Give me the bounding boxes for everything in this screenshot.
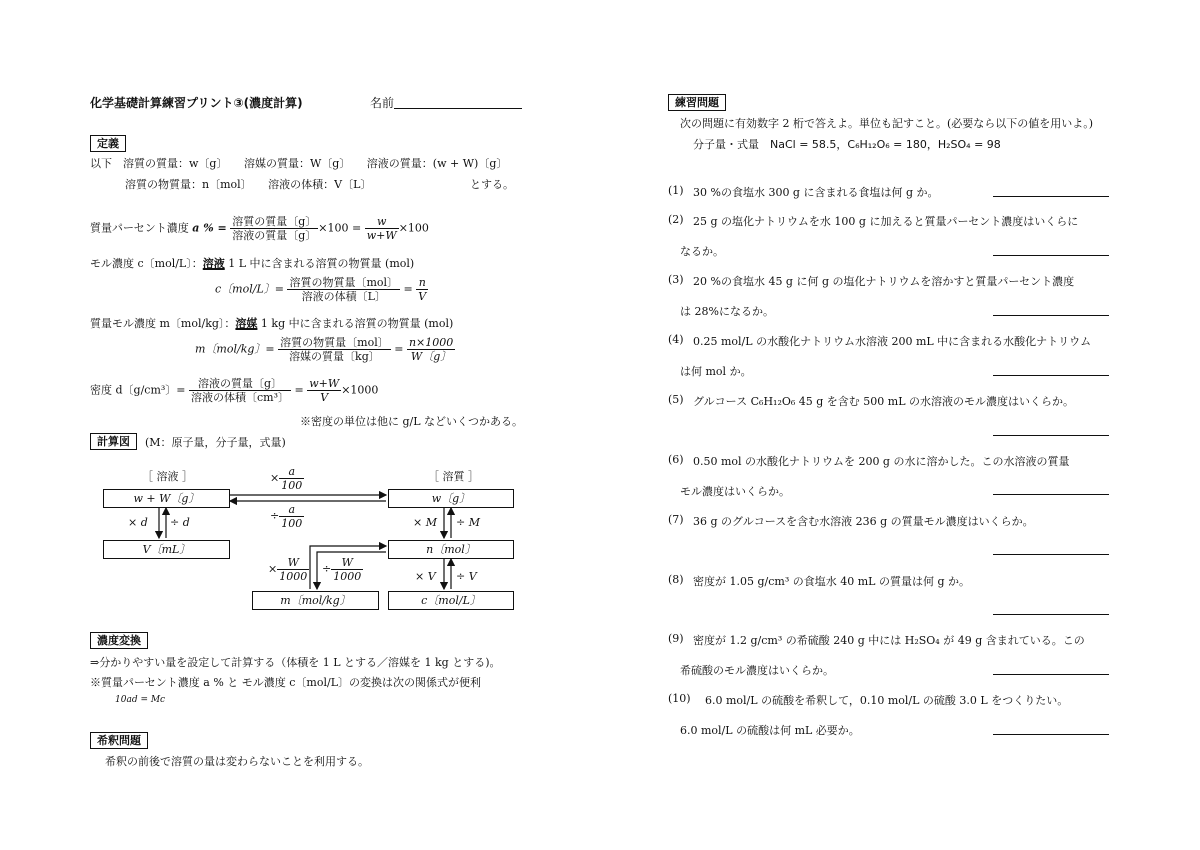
molarity-formula: c〔mol/L〕= $\frac{\text{溶質の物質量〔mol〕}}{\text{溶液の体積〔L〕}}$ = $\frac{n}{V}$: [215, 276, 427, 303]
definitions-line-2-suffix: とする。: [470, 178, 514, 191]
conversion-line-2: ※質量パーセント濃度 a % と モル濃度 c〔mol/L〕の変換は次の関係式が便利: [90, 676, 482, 689]
question-number: (5): [668, 393, 684, 406]
answer-line[interactable]: [993, 315, 1109, 316]
mass-percent-label: 質量パーセント濃度: [90, 221, 189, 235]
question-number: (8): [668, 573, 684, 586]
mass-percent-var: a % =: [192, 221, 227, 235]
diagram-tag: 計算図: [90, 433, 137, 450]
molality-definition: 質量モル濃度 m〔mol/kg〕：溶媒 1 kg 中に含まれる溶質の物質量 (mol): [90, 317, 454, 330]
question-text-line-1: 0.25 mol/L の水酸化ナトリウム水溶液 200 mL 中に含まれる水酸化ナトリウム: [693, 335, 1092, 348]
question-number: (9): [668, 632, 684, 645]
mass-percent-formula: 質量パーセント濃度 a % = $\frac{\text{溶質の質量〔g〕}}{\text{溶液の質量〔g〕}}$ ×100 = $\frac{w}{w+W}$ ×100: [90, 215, 429, 242]
question-text-line-1: 20 %の食塩水 45 g に何 g の塩化ナトリウムを溶かすと質量パーセント濃度: [693, 275, 1075, 288]
question-text-line-2: 6.0 mol/L の硫酸は何 mL 必要か。: [680, 724, 860, 737]
answer-line[interactable]: [993, 375, 1109, 376]
label-div-V: ÷ V: [456, 570, 477, 583]
label-div-M: ÷ M: [456, 516, 480, 529]
molality-formula: m〔mol/kg〕= $\frac{\text{溶質の物質量〔mol〕}}{\text{溶媒の質量〔kg〕}}$ = $\frac{n\times 1000}{W〔g〕}$: [195, 336, 454, 363]
page-title: 化学基礎計算練習プリント③(濃度計算): [90, 96, 303, 110]
box-solute-moles: n〔mol〕: [388, 540, 514, 559]
label-div-a-100: ÷ $\frac{a}{100}$: [270, 503, 303, 530]
question-number: (3): [668, 273, 684, 286]
question-text-line-2: は 28%になるか。: [680, 305, 774, 318]
label-times-a-100: × $\frac{a}{100}$: [270, 465, 303, 492]
question-text-line-1: グルコース C₆H₁₂O₆ 45 g を含む 500 mL の水溶液のモル濃度はいくらか。: [693, 395, 1075, 408]
label-times-M: × M: [413, 516, 437, 529]
conversion-formula: 10ad = Mc: [115, 695, 166, 705]
molarity-definition: モル濃度 c〔mol/L〕：溶液 1 L 中に含まれる溶質の物質量 (mol): [90, 257, 415, 270]
label-div-W-1000: ÷ $\frac{W}{1000}$: [322, 556, 362, 583]
box-molarity: c〔mol/L〕: [388, 591, 514, 610]
solution-label: ［ 溶液 ］: [142, 470, 193, 483]
box-solution-volume: V〔mL〕: [103, 540, 230, 559]
question-text-line-2: なるか。: [680, 245, 724, 258]
practice-instruction: 次の問題に有効数字 2 桁で答えよ。単位も記すこと。(必要なら以下の値を用いよ。): [680, 117, 1094, 130]
label-times-d: × d: [128, 516, 148, 529]
question-text-line-2: モル濃度はいくらか。: [680, 485, 790, 498]
question-number: (10): [668, 692, 691, 705]
question-text-line-2: は何 mol か。: [680, 365, 752, 378]
box-molality: m〔mol/kg〕: [252, 591, 379, 610]
answer-line[interactable]: [993, 494, 1109, 495]
molarity-bold-word: 溶液: [202, 257, 225, 270]
question-number: (7): [668, 513, 684, 526]
answer-line[interactable]: [993, 196, 1109, 197]
answer-line[interactable]: [993, 435, 1109, 436]
formula-weights: 分子量・式量 NaCl = 58.5，C₆H₁₂O₆ = 180，H₂SO₄ = 98: [693, 138, 1001, 151]
name-label: 名前: [370, 96, 395, 110]
label-div-d: ÷ d: [170, 516, 190, 529]
answer-line[interactable]: [993, 554, 1109, 555]
question-number: (4): [668, 333, 684, 346]
answer-line[interactable]: [993, 674, 1109, 675]
question-text-line-1: 0.50 mol の水酸化ナトリウムを 200 g の水に溶かした。この水溶液の質量: [693, 455, 1070, 468]
density-formula: 密度 d〔g/cm³〕= $\frac{\text{溶液の質量〔g〕}}{\text{溶液の体積〔cm³〕}}$ = $\frac{w+W}{V}$ ×1000: [90, 377, 379, 404]
answer-line[interactable]: [993, 255, 1109, 256]
question-text-line-1: 6.0 mol/L の硫酸を希釈して，0.10 mol/L の硫酸 3.0 L をつくりたい。: [705, 694, 1069, 707]
label-times-W-1000: × $\frac{W}{1000}$: [268, 556, 308, 583]
solute-label: ［ 溶質 ］: [428, 470, 479, 483]
dilution-tag: 希釈問題: [90, 732, 148, 749]
conversion-line-1: ⇒分かりやすい量を設定して計算する（体積を 1 L とする／溶媒を 1 kg とする)。: [90, 656, 501, 669]
box-solution-mass: w + W〔g〕: [103, 489, 230, 508]
question-text-line-1: 36 g のグルコースを含む水溶液 236 g の質量モル濃度はいくらか。: [693, 515, 1034, 528]
diagram-note: (M：原子量，分子量，式量): [145, 436, 286, 449]
practice-tag: 練習問題: [668, 94, 726, 111]
label-times-V: × V: [415, 570, 436, 583]
question-number: (1): [668, 184, 684, 197]
definitions-line-1: 以下 溶質の質量：w〔g〕 溶媒の質量：W〔g〕 溶液の質量：(w + W)〔g〕: [90, 157, 508, 170]
question-number: (2): [668, 213, 684, 226]
answer-line[interactable]: [993, 614, 1109, 615]
density-note: ※密度の単位は他に g/L などいくつかある。: [300, 415, 524, 428]
dilution-line-1: 希釈の前後で溶質の量は変わらないことを利用する。: [105, 755, 369, 768]
question-text-line-1: 30 %の食塩水 300 g に含まれる食塩は何 g か。: [693, 186, 939, 199]
question-number: (6): [668, 453, 684, 466]
question-text-line-2: 希硫酸のモル濃度はいくらか。: [680, 664, 834, 677]
molality-bold-word: 溶媒: [235, 317, 258, 330]
mass-percent-fraction-2: $\frac{w}{w+W}$: [366, 215, 397, 242]
question-text-line-1: 密度が 1.2 g/cm³ の希硫酸 240 g 中には H₂SO₄ が 49 g 含まれている。この: [693, 634, 1085, 647]
conversion-tag: 濃度変換: [90, 632, 148, 649]
answer-line[interactable]: [993, 734, 1109, 735]
definitions-line-2: 溶質の物質量：n〔mol〕 溶液の体積：V〔L〕: [125, 178, 372, 191]
question-text-line-1: 密度が 1.05 g/cm³ の食塩水 40 mL の質量は何 g か。: [693, 575, 970, 588]
question-text-line-1: 25 g の塩化ナトリウムを水 100 g に加えると質量パーセント濃度はいくらに: [693, 215, 1079, 228]
box-solute-mass: w〔g〕: [388, 489, 514, 508]
definitions-tag: 定義: [90, 135, 126, 152]
mass-percent-fraction: $\frac{\text{溶質の質量〔g〕}}{\text{溶液の質量〔g〕}}$: [232, 215, 317, 242]
